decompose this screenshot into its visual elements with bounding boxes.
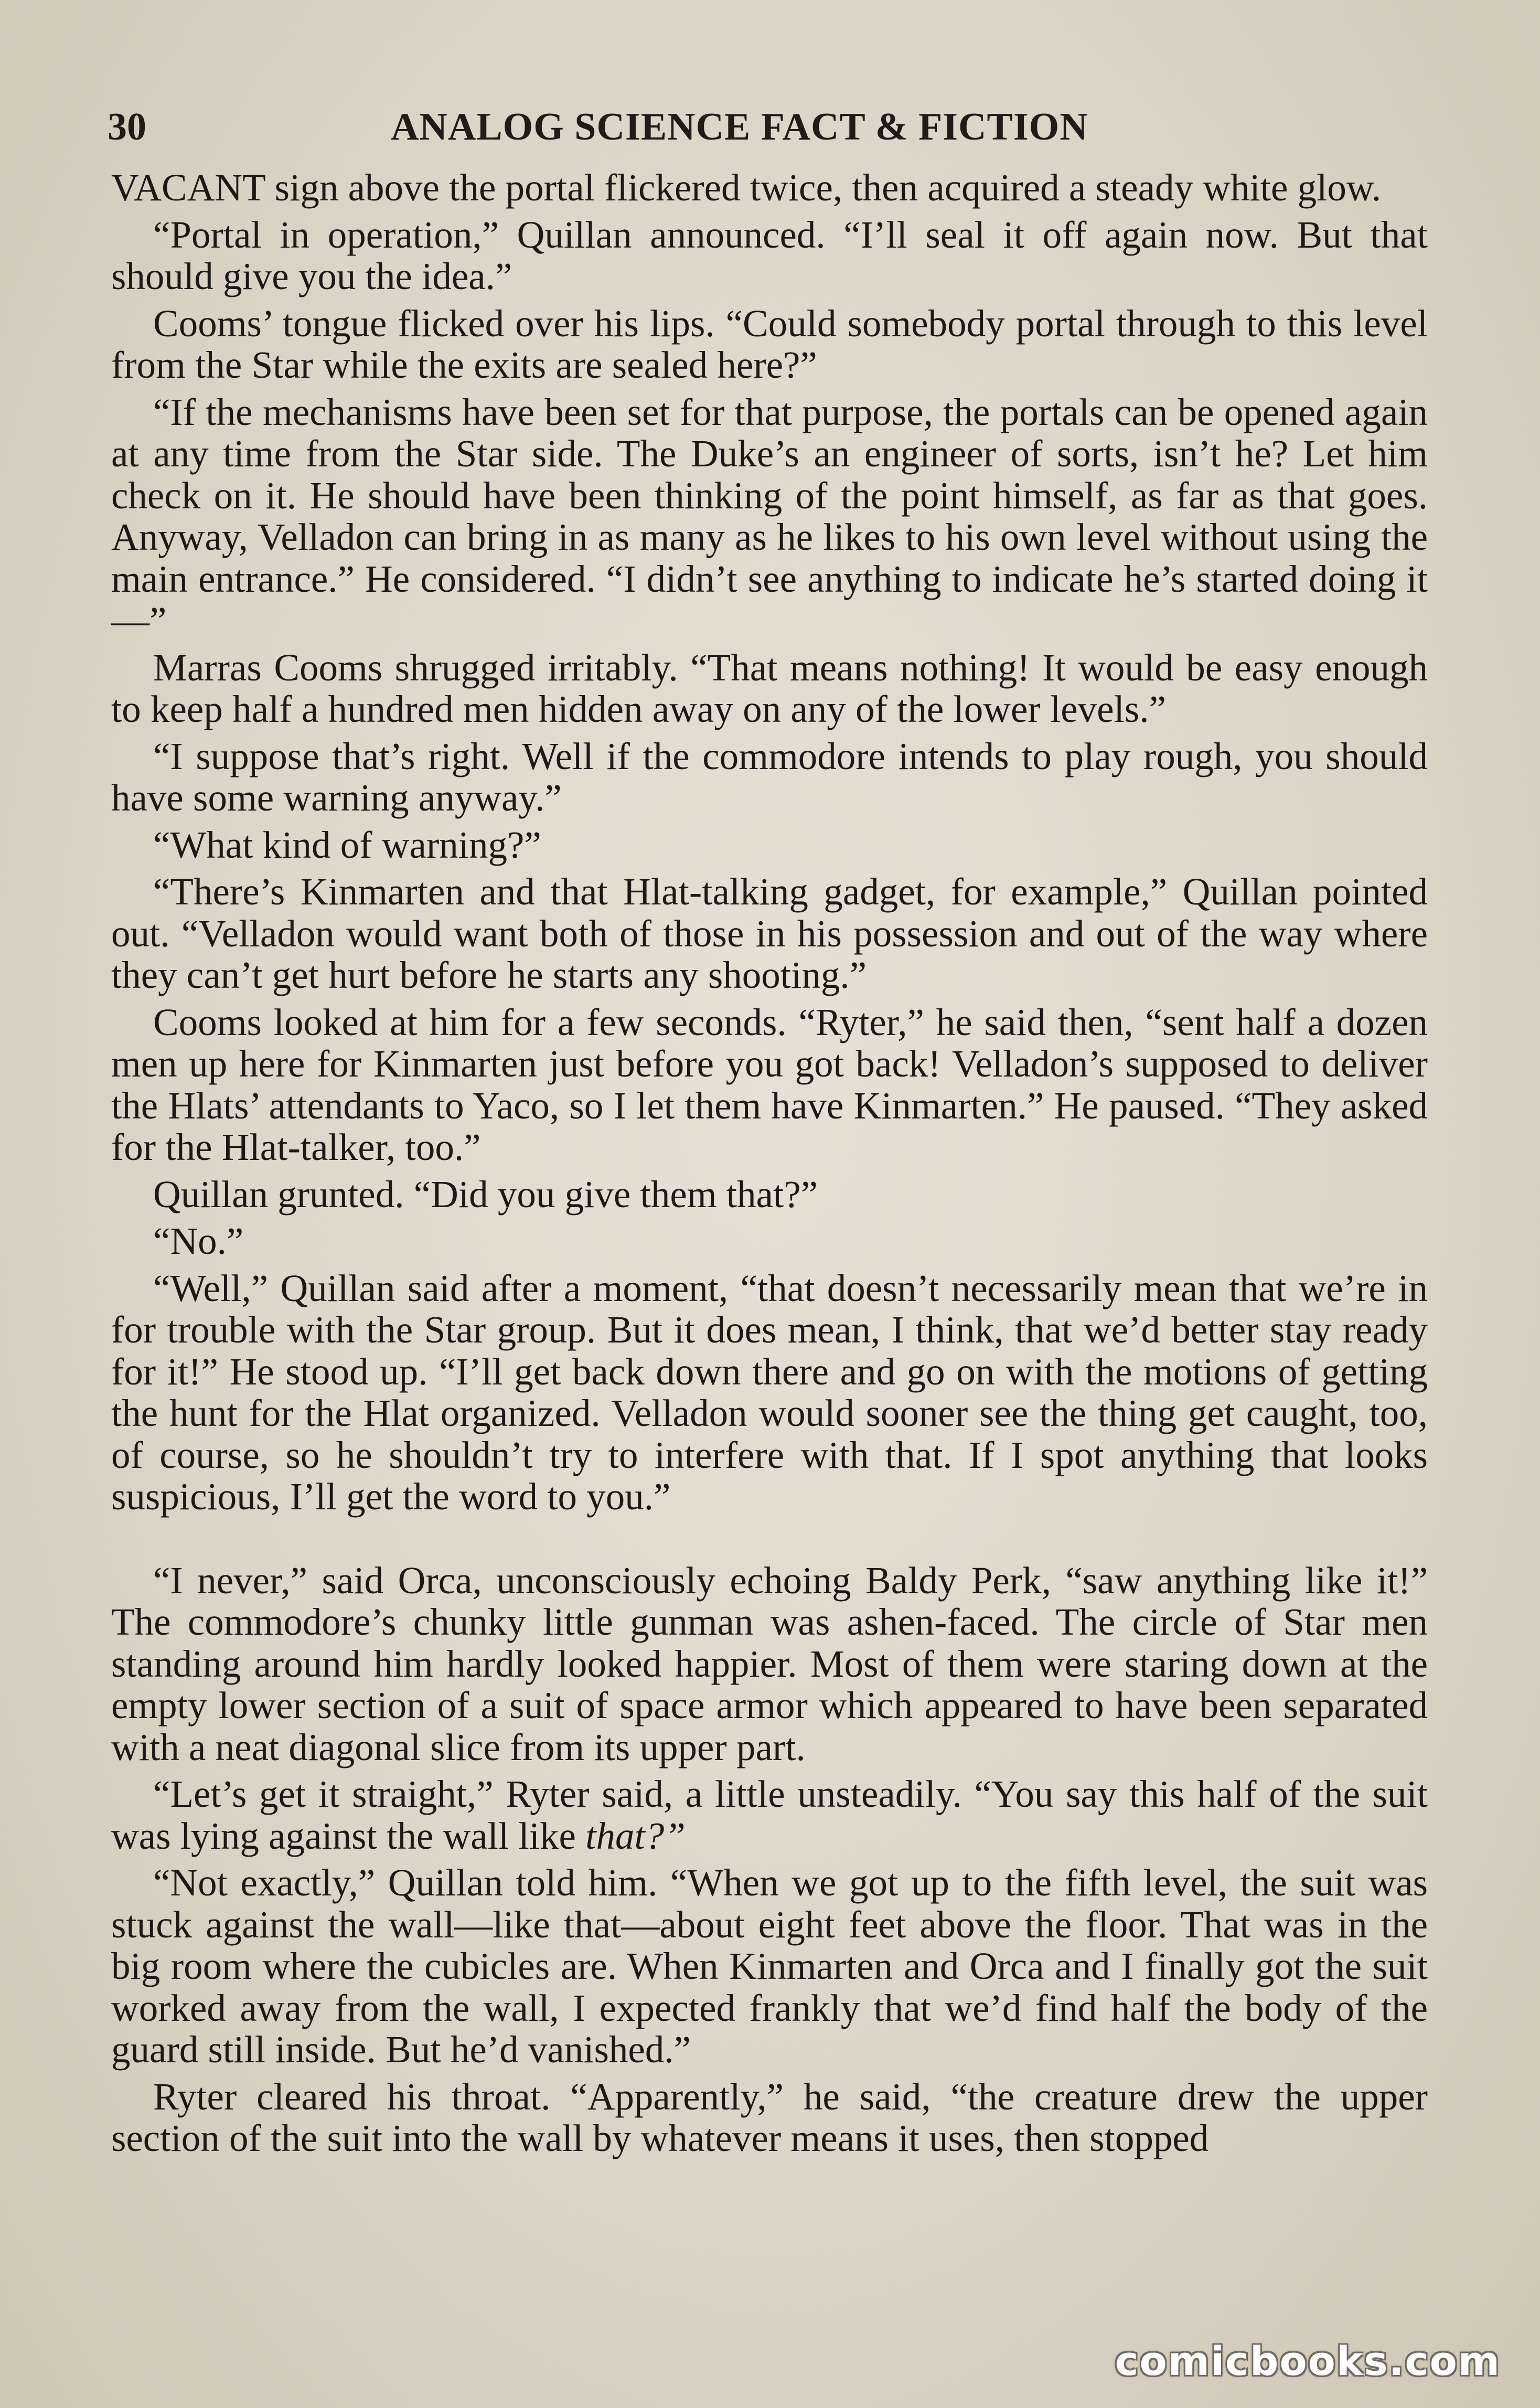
paragraph-7: “There’s Kinmarten and that Hlat-talking gadget, for example,” Quillan pointed out. “Velladon would want both of those in his possession and out of the way where they can’t get hurt before he starts any shooting.” (111, 870, 1428, 996)
paragraph-15: Ryter cleared his throat. “Apparently,” he said, “the creature drew the upper section of the suit into the wall by whatever means it uses, then stopped (111, 2075, 1428, 2159)
page-number: 30 (108, 105, 146, 148)
paragraph-8: Cooms looked at him for a few seconds. “Ryter,” he said then, “sent half a dozen men up here for Kinmarten just before you got back! Velladon’s supposed to deliver the Hlats’ attendants to Yaco, so I let them have Kinmarten.” He paused. “They asked for the Hlat-talker, too.” (111, 1000, 1428, 1168)
site-watermark: comicbooks.com (1115, 2338, 1501, 2384)
paragraph-4: Marras Cooms shrugged irritably. “That means nothing! It would be easy enough to keep half a hundred men hidden away on any of the lower levels.” (111, 646, 1428, 730)
paragraph-3: “If the mechanisms have been set for that purpose, the portals can be opened again at any time from the Star side. The Duke’s an engineer of sorts, isn’t he? Let him check on it. He should have been thinking of the point himself, as far as that goes. Anyway, Velladon can bring in as many as he likes to his own level without using the main entrance.” He considered. “I didn’t see anything to indicate he’s started doing it—” (111, 390, 1428, 642)
paragraph-6: “What kind of warning?” (153, 823, 541, 866)
paragraph-11: “Well,” Quillan said after a moment, “that doesn’t necessarily mean that we’re in for trouble with the Star group. But it does mean, I think, that we’d better stay ready for it!” He stood up. “I’ll get back down there and go on with the motions of getting the hunt for the Hlat organized. Velladon would sooner see the thing get caught, too, of course, so he shouldn’t try to interfere with that. If I spot anything that looks suspicious, I’ll get the word to you.” (111, 1266, 1428, 1518)
paragraph-14: “Not exactly,” Quillan told him. “When we got up to the fifth level, the suit was stuck against the wall—like that—about eight feet above the floor. That was in the big room where the cubicles are. When Kinmarten and Orca and I finally got the suit worked away from the wall, I expected frankly that we’d find half the body of the guard still inside. But he’d vanished.” (111, 1861, 1428, 2071)
journal-title: ANALOG SCIENCE FACT & FICTION (391, 105, 1088, 148)
paragraph-5: “I suppose that’s right. Well if the commodore intends to play rough, you should have some warning anyway.” (111, 734, 1428, 819)
paragraph-13-text: “Let’s get it straight,” Ryter said, a little unsteadily. “You say this half of the suit was lying against the wall like (111, 1773, 1428, 1857)
paragraph-12: “I never,” said Orca, unconsciously echoing Baldy Perk, “saw anything like it!” The commodore’s chunky little gunman was ashen-faced. The circle of Star men standing around him hardly looked happier. Most of them were staring down at the empty lower section of a suit of space armor which appeared to have been separated with a neat diagonal slice from its upper part. (111, 1559, 1428, 1768)
paragraph-2: Cooms’ tongue flicked over his lips. “Could somebody portal through to this level from the Star while the exits are sealed here?” (111, 302, 1428, 386)
paragraph-1: “Portal in operation,” Quillan announced. “I’ll seal it off again now. But that should give you the idea.” (111, 213, 1428, 297)
paragraph-10: “No.” (153, 1220, 244, 1262)
paragraph-13-italic: that?” (585, 1814, 686, 1857)
paragraph-13 (111, 1773, 1428, 1857)
paragraph-9: Quillan grunted. “Did you give them that?” (153, 1173, 818, 1216)
paragraph-0: VACANT sign above the portal flickered twice, then acquired a steady white glow. (111, 166, 1382, 209)
story-text (111, 167, 1428, 2165)
running-head (108, 101, 1429, 153)
